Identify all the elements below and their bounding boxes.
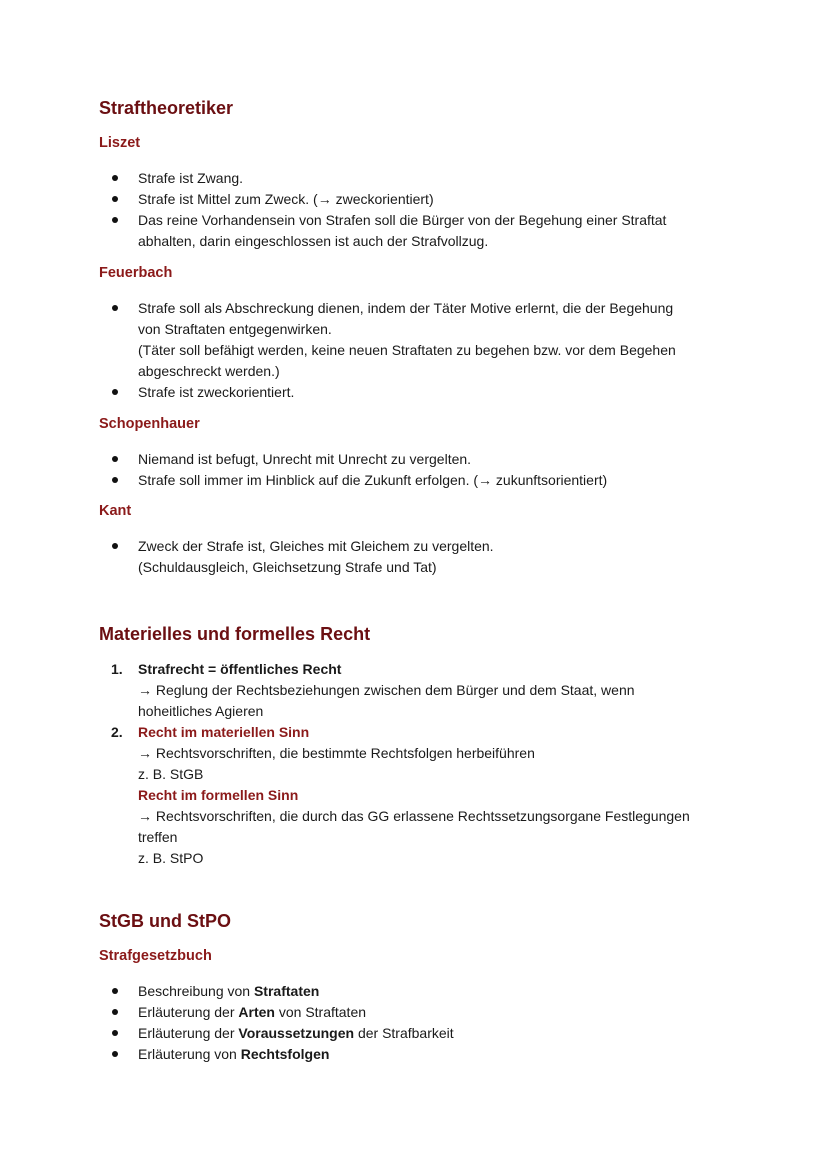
list-item-text: von Straftaten xyxy=(274,1004,367,1020)
list-item-emphasis: Arten xyxy=(238,1004,275,1020)
list-item-text: Beschreibung von xyxy=(138,983,254,999)
item-text: → Reglung der Rechtsbeziehungen zwischen dem Bürger und dem Staat, wenn xyxy=(138,682,635,698)
list-item-text: Das reine Vorhandensein von Strafen soll die Bürger von der Begehung einer Straftat xyxy=(138,212,667,228)
heading-feuerbach: Feuerbach xyxy=(99,265,173,281)
list-item-emphasis: Rechtsfolgen xyxy=(240,1046,330,1062)
bullet-icon xyxy=(112,1051,118,1057)
list-item-emphasis: Voraussetzungen xyxy=(238,1025,355,1041)
bullet-icon xyxy=(112,543,118,549)
heading-kant: Kant xyxy=(99,503,132,519)
item-title: Recht im materiellen Sinn xyxy=(138,724,310,740)
bullet-icon xyxy=(112,196,118,202)
list-item-text: Erläuterung der xyxy=(138,1025,239,1041)
numbered-list xyxy=(99,659,739,869)
bullet-icon xyxy=(112,988,118,994)
list-item xyxy=(99,981,739,1002)
item-text: → Rechtsvorschriften, die bestimmte Rechtsfolgen herbeiführen xyxy=(138,745,535,761)
item-text: → Rechtsvorschriften, die durch das GG erlassene Rechtssetzungsorgane Festlegungen xyxy=(138,808,690,824)
list-item xyxy=(99,536,739,578)
list-item-text: von Straftaten entgegenwirken. xyxy=(138,321,332,337)
bullet-icon xyxy=(112,217,118,223)
list-item xyxy=(99,168,739,189)
list-item-text: Erläuterung von xyxy=(138,1046,241,1062)
list-item xyxy=(99,1044,739,1065)
numbered-item-2 xyxy=(99,722,739,869)
list-item xyxy=(99,1002,739,1023)
list-item-text: Niemand ist befugt, Unrecht mit Unrecht zu vergelten. xyxy=(138,451,472,467)
section-title-stgb-stpo: StGB und StPO xyxy=(99,911,231,931)
bullet-icon xyxy=(112,389,118,395)
bullet-icon xyxy=(112,175,118,181)
list-item-text: abhalten, darin eingeschlossen ist auch der Strafvollzug. xyxy=(138,233,489,249)
bullet-icon xyxy=(112,456,118,462)
list-item-text: (Täter soll befähigt werden, keine neuen Straftaten zu begehen bzw. vor dem Begehen xyxy=(138,342,676,358)
list-item-text: (Schuldausgleich, Gleichsetzung Strafe und Tat) xyxy=(138,559,437,575)
list-item-emphasis: Straftaten xyxy=(253,983,320,999)
item-subtitle: Recht im formellen Sinn xyxy=(138,787,299,803)
list-item-text: der Strafbarkeit xyxy=(354,1025,454,1041)
list-item-text: Erläuterung der xyxy=(138,1004,239,1020)
item-title: Strafrecht = öffentliches Recht xyxy=(138,661,342,677)
list-item xyxy=(99,189,739,210)
list-item-text: Strafe ist Mittel zum Zweck. (→ zweckorientiert) xyxy=(138,191,434,207)
list-kant xyxy=(99,536,739,578)
item-text: z. B. StPO xyxy=(138,850,204,866)
heading-liszet: Liszet xyxy=(99,135,141,151)
item-number: 1. xyxy=(111,661,123,677)
bullet-icon xyxy=(112,477,118,483)
list-item-text: Strafe ist Zwang. xyxy=(138,170,244,186)
list-schopenhauer xyxy=(99,449,739,491)
item-text: treffen xyxy=(138,829,178,845)
list-item-text: Strafe soll immer im Hinblick auf die Zukunft erfolgen. (→ zukunftsorientiert) xyxy=(138,472,608,488)
list-item xyxy=(99,449,739,470)
list-item xyxy=(99,382,739,403)
list-item xyxy=(99,298,739,382)
section-title-straftheoretiker: Straftheoretiker xyxy=(99,98,234,118)
list-liszet xyxy=(99,168,739,252)
bullet-icon xyxy=(112,305,118,311)
section-title-materielles-formelles-recht: Materielles und formelles Recht xyxy=(99,624,371,644)
item-number: 2. xyxy=(111,724,123,740)
list-item xyxy=(99,470,739,491)
item-text: hoheitliches Agieren xyxy=(138,703,264,719)
item-text: z. B. StGB xyxy=(138,766,204,782)
numbered-item-1 xyxy=(99,659,739,722)
list-item xyxy=(99,210,739,252)
list-item-text: abgeschreckt werden.) xyxy=(138,363,280,379)
list-strafgesetzbuch xyxy=(99,981,739,1065)
list-item-text: Zweck der Strafe ist, Gleiches mit Gleichem zu vergelten. xyxy=(138,538,494,554)
list-item xyxy=(99,1023,739,1044)
list-feuerbach xyxy=(99,298,739,403)
bullet-icon xyxy=(112,1009,118,1015)
heading-strafgesetzbuch: Strafgesetzbuch xyxy=(99,948,212,964)
bullet-icon xyxy=(112,1030,118,1036)
list-item-text: Strafe soll als Abschreckung dienen, indem der Täter Motive erlernt, die der Begehung xyxy=(138,300,674,316)
heading-schopenhauer: Schopenhauer xyxy=(99,416,200,432)
list-item-text: Strafe ist zweckorientiert. xyxy=(138,384,295,400)
